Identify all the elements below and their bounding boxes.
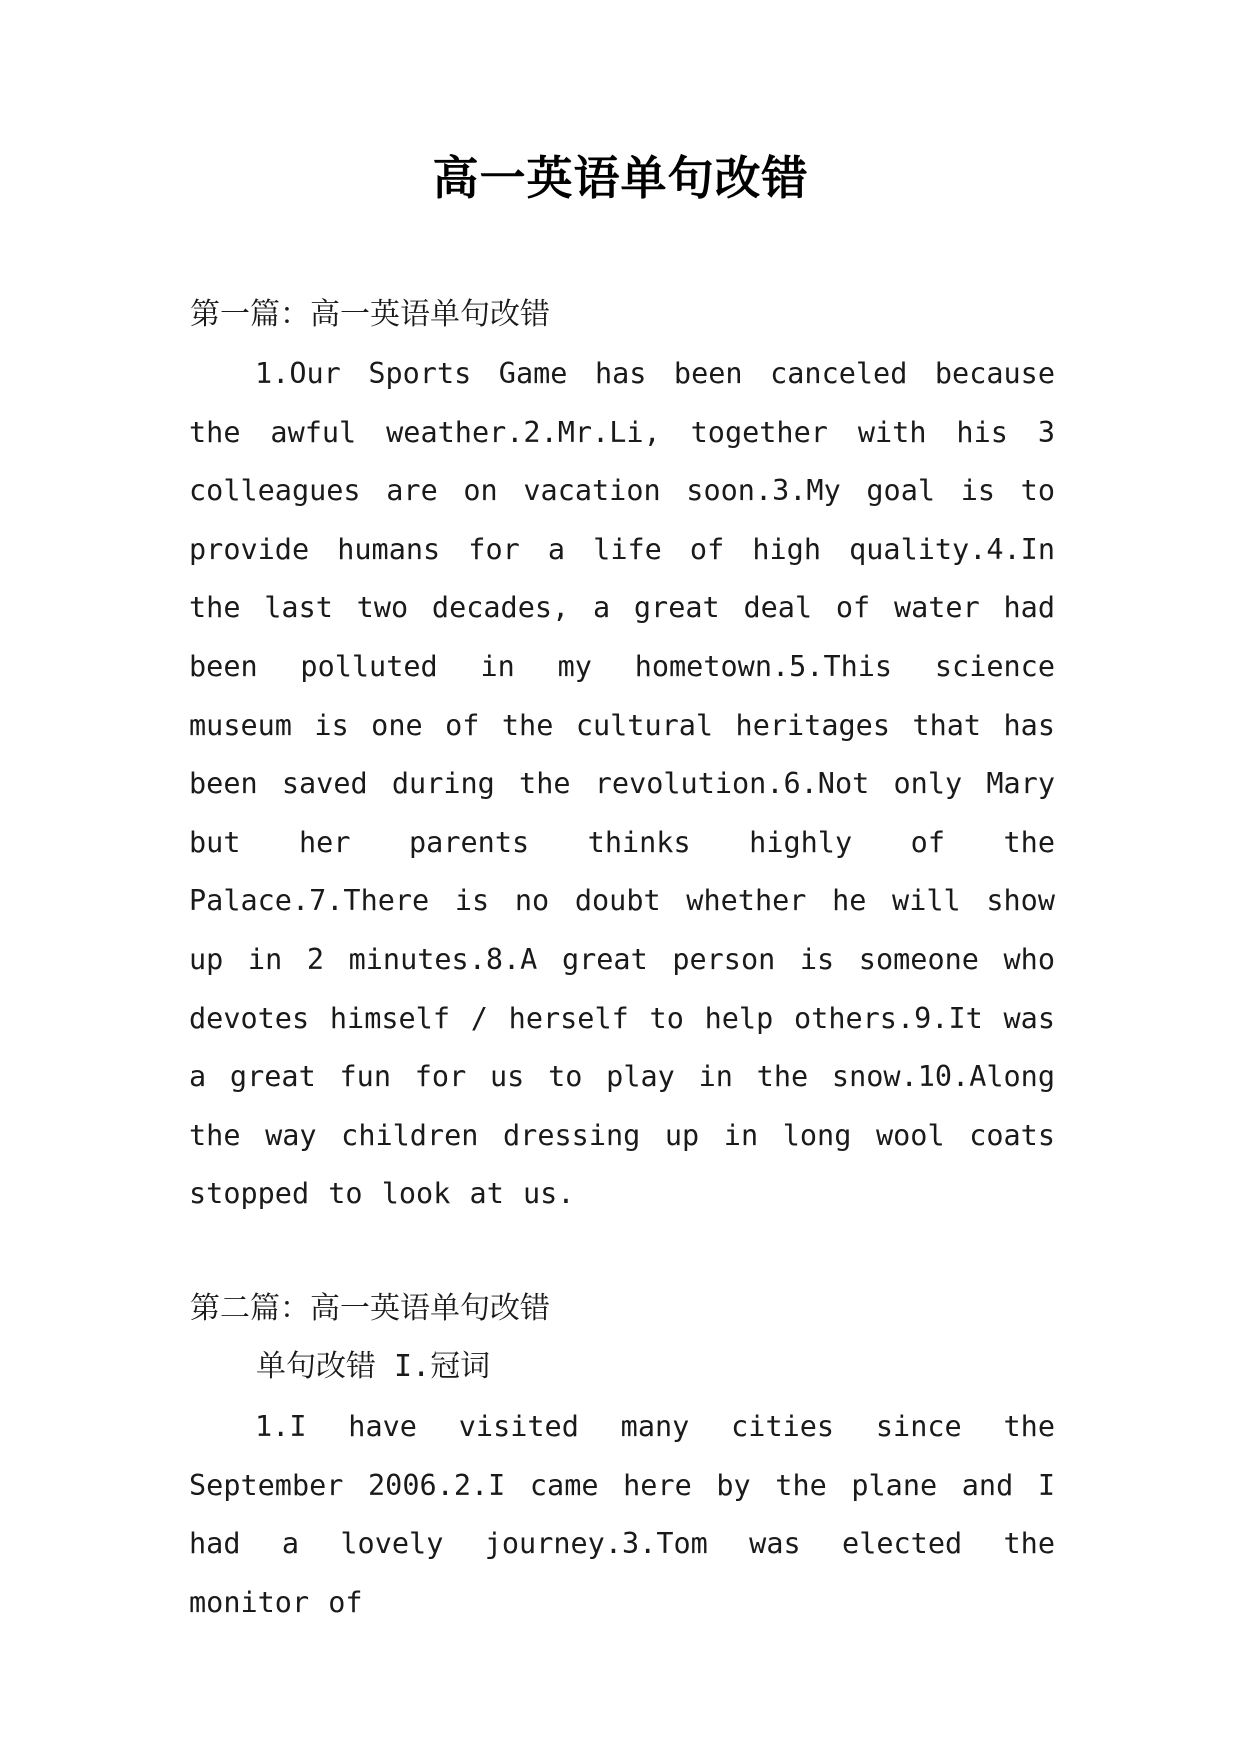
section-1-body: 1.Our Sports Game has been canceled because the awful weather.2.Mr.Li, together with his 3 colleagues are on vacation soon.3.My goal is to provide humans for a life of high quality.4.In the last two decades, a great deal of water had been polluted in my hometown.5.This science museum is one of the cultural heritages that has been saved during the revolution.6.Not only Mary but her parents thinks highly of the Palace.7.There is no doubt whether he will show up in 2 minutes.8.A great person is someone who devotes himself / herself to help others.9.It was a great fun for us to play in the snow.10.Along the way children dressing up in long wool coats stopped to look at us. [189, 357, 1055, 1211]
section-2-subheading: 单句改错 I.冠词 [256, 1349, 491, 1384]
document-title: 高一英语单句改错 [432, 151, 809, 205]
section-1-heading: 第一篇：高一英语单句改错 [190, 297, 550, 332]
section-2-body: 1.I have visited many cities since the September 2006.2.I came here by the plane and I had a lovely journey.3.Tom was elected the monitor of [189, 1410, 1055, 1619]
section-2-heading: 第二篇：高一英语单句改错 [190, 1291, 550, 1326]
